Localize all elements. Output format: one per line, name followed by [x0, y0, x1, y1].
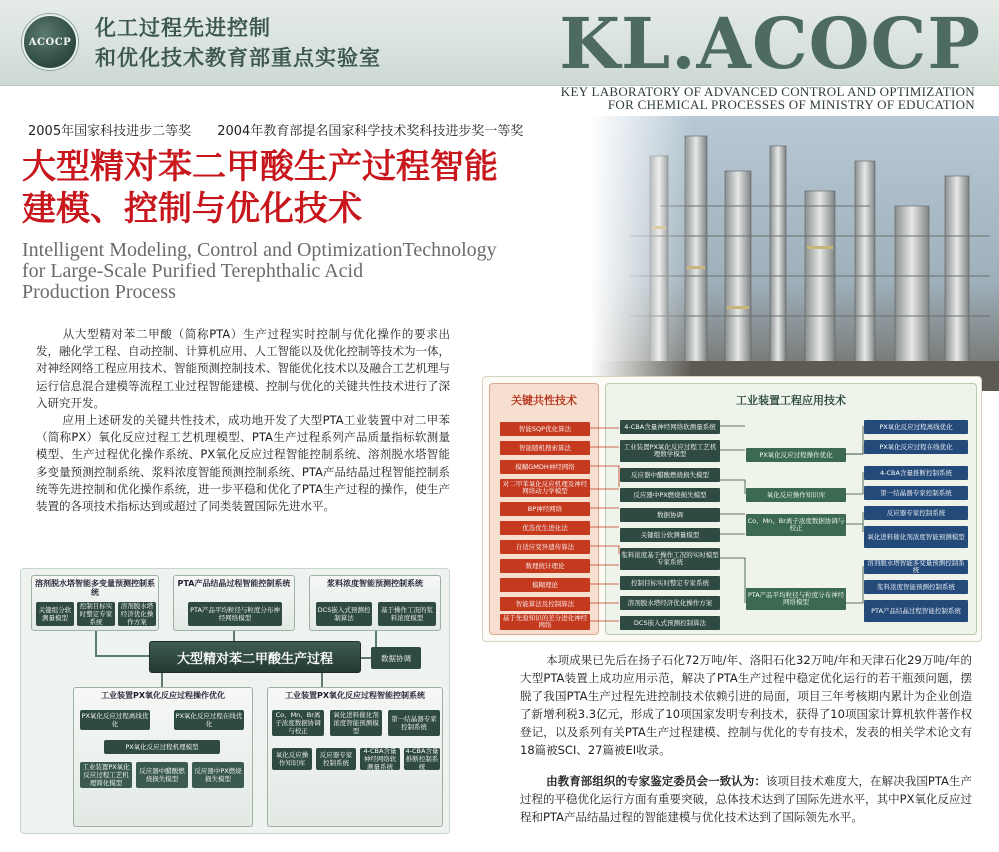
diagram-box: 反应器中醋酸燃烧损失模型: [136, 762, 188, 788]
title-en-line3: Production Process: [22, 281, 176, 303]
award-1: 2005年国家科技进步二等奖: [28, 124, 192, 139]
paragraph-4-lead: 由教育部组织的专家鉴定委员会一致认为：: [546, 774, 766, 788]
key-item: 数理统计理论: [500, 559, 590, 573]
diagram-box: 氧化进料催化剂浓度智能预测模型: [330, 710, 382, 736]
lab-logo: [22, 14, 78, 70]
group-title: 溶剂脱水塔智能多变量预测控制系统: [35, 579, 155, 597]
key-item: 基于先验知识的差分进化神经网络: [500, 614, 590, 630]
key-item: BP神经网络: [500, 502, 590, 516]
kl-title: KL.ACOCP: [559, 2, 981, 85]
diagram-box: Co、Mn、Br离子浓度数据协调与校正: [272, 710, 324, 736]
app-item: 关键组分软测量模型: [620, 528, 720, 542]
app-item: 氧化进料催化剂浓度智能预测模型: [864, 526, 968, 548]
diagram-box: 反应器中PX燃烧损失模型: [192, 762, 244, 788]
diagram-box: 控制目标实时整定专家系统: [77, 602, 115, 626]
app-item: 反应器中醋酸燃烧损失模型: [620, 468, 720, 482]
key-item: 优选优生进化法: [500, 521, 590, 535]
paragraph-2: [36, 412, 450, 515]
technology-diagram-right: [482, 376, 982, 642]
refinery-photo: [590, 116, 999, 391]
diagram-box: 溶剂脱水塔经济优化操作方案: [118, 602, 156, 626]
app-item: 浆料浓度基于操作工况的实时模型专家系统: [620, 548, 720, 570]
key-item: 智能随机搜索算法: [500, 441, 590, 455]
diagram-box: 第一结晶器专家控制系统: [388, 710, 440, 736]
lab-english-line2: FOR CHEMICAL PROCESSES OF MINISTRY OF EDUCATION: [607, 97, 975, 112]
awards: [28, 120, 523, 139]
paragraph-4: [520, 772, 972, 826]
diagram-box: 4-CBA含量神经网络软测量系统: [360, 748, 400, 770]
app-item: 4-CBA含量神经网络软测量系统: [620, 420, 720, 434]
title-cn-line2: 建模、控制与优化技术: [22, 189, 362, 229]
diagram-box: 反应器专家控制系统: [316, 748, 356, 770]
app-item: PX氧化反应过程在线优化: [864, 440, 968, 454]
data-coordination-box: 数据协调: [371, 647, 421, 669]
app-item: 4-CBA含量推断控制系统: [864, 466, 968, 480]
app-item: 溶剂脱水塔智能多变量预测控制系统: [864, 560, 968, 574]
paragraph-1-text: 从大型精对苯二甲酸（简称PTA）生产过程实时控制与优化操作的要求出发，融化学工程、自动控制、计算机应用、人工智能以及优化控制等技术为一体，对神经网络工程应用技术、智能预测控制技术、智能优化技术以及融合工艺机理与运行信息混合建模等流程工业过程智能建模、控制与优化的关键共性技术进行了深入研究开发。: [36, 327, 450, 410]
app-item: 数据协调: [620, 508, 720, 522]
group-pta-crystal: [173, 575, 295, 631]
connector: [321, 673, 323, 687]
title-cn-line1: 大型精对苯二甲酸生产过程智能: [22, 147, 498, 187]
title-en-line2: for Large-Scale Purified Terephthalic Acid: [22, 260, 364, 282]
logo-text: ACOCP: [28, 36, 72, 48]
app-item: 工业装置PX氧化反应过程工艺机理数学模型: [620, 440, 720, 462]
diagram-box: PX氧化反应过程机理模型: [104, 740, 220, 754]
app-item: 氧化反应操作知识库: [746, 488, 846, 502]
group-title: 工业装置PX氧化反应过程智能控制系统: [284, 691, 426, 700]
paragraph-3: [520, 651, 972, 759]
diagram-box: PX氧化反应过程离线优化: [81, 712, 149, 728]
app-item: PTA产品结晶过程智能控制系统: [864, 600, 968, 622]
lab-name-line1: 化工过程先进控制: [95, 16, 271, 40]
paragraph-1: [36, 326, 450, 412]
center-process-box: 大型精对苯二甲酸生产过程: [149, 641, 361, 673]
refinery-illustration: [590, 116, 999, 391]
diagram-box: 氧化反应操作知识库: [272, 748, 312, 770]
diagram-connectors: [483, 377, 983, 643]
diagram-box: 基于操作工况的浆料浓度模型: [378, 602, 436, 626]
group-title: PTA产品结晶过程智能控制系统: [177, 579, 291, 588]
title-english: [22, 240, 497, 303]
award-2: 2004年教育部提名国家科学技术奖科技进步奖一等奖: [217, 124, 524, 139]
system-diagram-left: [20, 568, 450, 834]
key-item: 模糊理论: [500, 578, 590, 592]
paragraph-4-text: 该项目技术难度大，在解决我国PTA生产过程的平稳优化运行方面有重要突破，总体技术达到了国际先进水平，其中PX氧化反应过程和PTA产品结晶过程的智能建模与优化技术达到了国际领先水平。: [520, 774, 972, 824]
app-item: DCS嵌入式预测控制算法: [620, 616, 720, 630]
group-slurry: [309, 575, 441, 631]
diagram-box: PX氧化反应过程在线优化: [175, 712, 243, 728]
app-item: 反应器中PX燃烧损失模型: [620, 488, 720, 502]
key-technology-title: 关键共性技术: [511, 394, 577, 407]
key-item: 对二甲苯氧化反应机理及神经网络动力学模型: [500, 479, 590, 497]
app-item: 控制目标实时整定专家系统: [620, 576, 720, 590]
diagram-box: 关键组分软测量模型: [36, 602, 74, 626]
app-item: 浆料浓度智能预测控制系统: [864, 580, 968, 594]
connector: [95, 655, 149, 657]
lab-name-line2: 和优化技术教育部重点实验室: [95, 46, 381, 70]
app-item: 第一结晶器专家控制系统: [864, 486, 968, 500]
lab-english-line1: KEY LABORATORY OF ADVANCED CONTROL AND OPTIMIZATION: [560, 84, 975, 99]
application-title: 工业装置工程应用技术: [736, 394, 846, 407]
title-en-line1: Intelligent Modeling, Control and OptimizationTechnology: [22, 239, 497, 261]
connector: [95, 631, 97, 657]
key-item: 模糊GMDH神经网络: [500, 460, 590, 474]
key-item: 智能算法及控制算法: [500, 597, 590, 611]
group-px-control: [267, 687, 443, 827]
header-banner: [0, 0, 999, 86]
title-chinese: [22, 146, 498, 230]
connector: [233, 631, 235, 641]
diagram-box: DCS嵌入式预测控制算法: [316, 602, 372, 626]
app-item: 反应器专家控制系统: [864, 506, 968, 520]
paragraph-2-text: 应用上述研发的关键共性技术，成功地开发了大型PTA工业装置中对二甲苯（简称PX）氧化反应过程工艺机理模型、PTA生产过程系列产品质量指标软测量模型、生产过程优化操作系统、PX氧化反应过程智能控制系统、溶剂脱水塔智能多变量预测控制系统、浆料浓度智能预测控制系统、PTA产品结晶过程智能控制系统等先进控制和优化操作系统，进一步平稳和优化了PTA生产过程的操作，使生产装置的各项技术指标达到或超过了同类装置国际先进水平。: [36, 413, 450, 514]
diagram-box: PTA产品平均粒径与粒度分布神经网络模型: [188, 602, 282, 626]
diagram-box: 4-CBA含量推断控制系统: [405, 747, 439, 771]
diagram-box: 工业装置PX氧化反应过程工艺机理简化模型: [80, 762, 132, 788]
app-item: PTA产品平均粒径与粒度分布神经网络模型: [746, 588, 846, 610]
group-title: 工业装置PX氧化反应过程操作优化: [100, 691, 226, 700]
group-title: 浆料浓度智能预测控制系统: [327, 579, 423, 588]
paragraph-3-text: 本项成果已先后在扬子石化72万吨/年、洛阳石化32万吨/年和天津石化29万吨/年的大型PTA装置上成功应用示范，解决了PTA生产过程中稳定优化运行的若干瓶颈问题，摆脱了我国PTA生产过程先进控制技术依赖引进的局面，项目三年考核期内累计为企业创造了新增利税3.3亿元，形成了10项国家发明专利技术，获得了10项国家计算机软件著作权登记，以及系列有关PTA生产过程建模、控制与优化的专有技术，发表的相关学术论文有18篇被SCI、27篇被EI收录。: [520, 653, 972, 757]
connector: [161, 673, 163, 687]
key-item: 自适应变异遗传算法: [500, 540, 590, 554]
app-item: PX氧化反应过程操作优化: [746, 448, 846, 462]
app-item: 溶剂脱水塔经济优化操作方案: [620, 596, 720, 610]
key-item: 智能SQP优化算法: [500, 422, 590, 436]
group-px-optimization: [73, 687, 253, 827]
group-solvent-tower: [31, 575, 159, 631]
app-item: Co、Mn、Br离子浓度数据协调与校正: [746, 514, 846, 536]
app-item: PX氧化反应过程离线优化: [864, 420, 968, 434]
